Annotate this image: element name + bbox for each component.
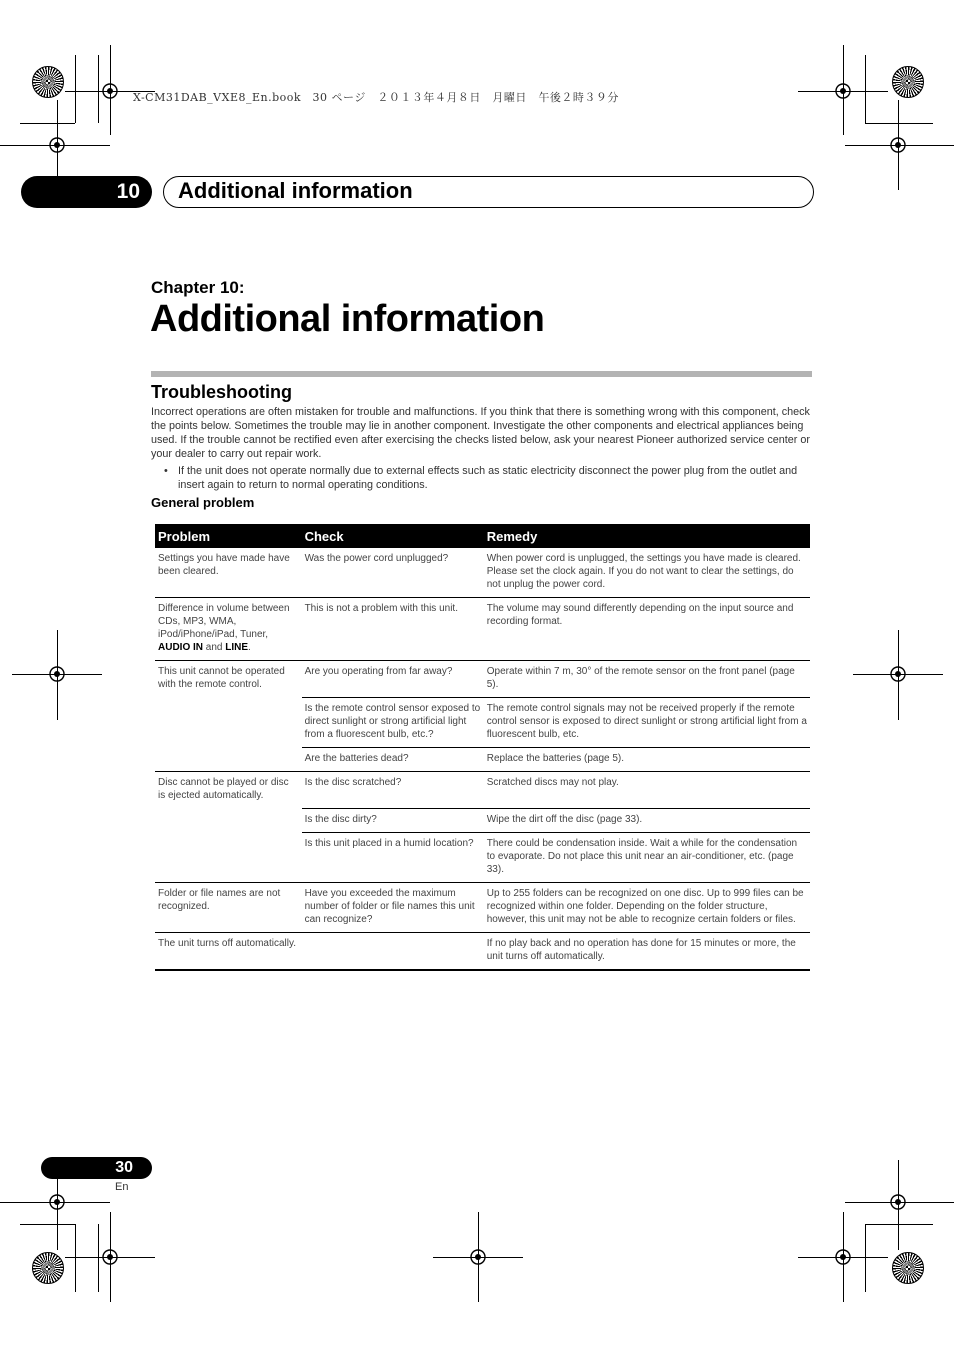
registration-target-icon (887, 663, 909, 685)
cell-problem: The unit turns off automatically. (155, 932, 302, 970)
registration-target-icon (46, 663, 68, 685)
cell-problem (155, 698, 302, 748)
table-row (155, 932, 810, 970)
cell-check: Have you exceeded the maximum number of folder or file names this unit can recognize? (302, 882, 484, 932)
cell-problem: This unit cannot be operated with the remote control. (155, 661, 302, 698)
title-divider (151, 371, 812, 377)
cell-problem (155, 808, 302, 832)
table-row (155, 661, 810, 698)
cell-check: This is not a problem with this unit. (302, 598, 484, 661)
cell-check: Was the power cord unplugged? (304, 553, 449, 564)
table-row (155, 598, 810, 661)
table-row (155, 772, 810, 809)
cell-remedy: Wipe the dirt off the disc (page 33). (484, 808, 810, 832)
troubleshooting-table (155, 524, 810, 971)
table-header-row (155, 524, 810, 548)
cell-check: Is the disc scratched? (302, 772, 484, 809)
header-problem: Problem (155, 524, 302, 548)
cell-remedy: Replace the batteries (page 5). (484, 748, 810, 772)
table-row (155, 882, 810, 932)
section-title: Troubleshooting (151, 382, 292, 402)
cell-check: Is this unit placed in a humid location? (302, 832, 484, 882)
color-bar-starburst-icon (892, 1252, 924, 1284)
audio-in-label: AUDIO IN (158, 642, 203, 653)
chapter-banner-title: Additional information (178, 178, 413, 203)
intro-paragraph: Incorrect operations are often mistaken for trouble and malfunctions. If you think that there is something wrong with this component, check the points below. Sometimes the trouble may lie in another component. Investigate the other components and electrical appliances being used. If the trouble cannot be rectified even after exercising the checks listed below, ask your nearest Pioneer authorized service center or your dealer to carry out repair work. (151, 406, 810, 460)
registration-target-icon (467, 1246, 489, 1268)
table-row (155, 808, 810, 832)
cell-problem (155, 748, 302, 772)
cell-check: Is the remote control sensor exposed to direct sunlight or strong artificial light from a fluorescent bulb, etc.? (302, 698, 484, 748)
cell-remedy: There could be condensation inside. Wait a while for the condensation to evaporate. Do not place this unit near an air-conditioner, etc. (page 33). (484, 832, 810, 882)
cell-check: Are the batteries dead? (302, 748, 484, 772)
cell-remedy: The volume may sound differently depending on the input source and recording format. (484, 598, 810, 661)
page-number: 30 (115, 1159, 133, 1176)
registration-target-icon (887, 1191, 909, 1213)
table-row (155, 832, 810, 882)
subsection-title: General problem (151, 495, 255, 510)
chapter-label: Chapter 10: (151, 278, 245, 297)
bullet-item (164, 464, 809, 492)
print-file-header: X-CM31DAB_VXE8_En.book 30 ページ ２０１３年４月８日 月曜日 午後２時３９分 (133, 91, 619, 104)
cell-problem: Folder or file names are not recognized. (155, 882, 302, 932)
cell-problem (155, 832, 302, 882)
cell-remedy: Up to 255 folders can be recognized on one disc. Up to 999 files can be recognized within one folder. Depending on the folder structure, however, this unit may not be able to recognize certain folders or files. (484, 882, 810, 932)
chapter-number: 10 (116, 180, 140, 203)
header-remedy: Remedy (484, 524, 810, 548)
cell-check (302, 932, 484, 970)
cell-problem: Disc cannot be played or disc is ejected automatically. (155, 772, 302, 809)
cell-check: Are you operating from far away? (302, 661, 484, 698)
color-bar-starburst-icon (32, 66, 64, 98)
registration-target-icon (887, 134, 909, 156)
registration-target-icon (46, 134, 68, 156)
page-number-tab (41, 1157, 152, 1179)
table-row (155, 698, 810, 748)
registration-target-icon (832, 1246, 854, 1268)
registration-target-icon (832, 80, 854, 102)
color-bar-starburst-icon (892, 66, 924, 98)
bullet-text: If the unit does not operate normally due to external effects such as static electricity disconnect the power plug from the outlet and insert again to return to normal operating conditions. (178, 465, 798, 491)
cell-remedy: Scratched discs may not play. (484, 772, 810, 809)
cell-check: Is the disc dirty? (302, 808, 484, 832)
cell-remedy: When power cord is unplugged, the settings you have made is cleared. Please set the clock again. If you do not want to clear the settings, do not unplug the power cord. (486, 553, 801, 590)
cell-remedy: The remote control signals may not be received properly if the remote control sensor is exposed to direct sunlight or strong artificial light from a fluorescent bulb, etc. (484, 698, 810, 748)
cell-remedy: Operate within 7 m, 30° of the remote sensor on the front panel (page 5). (484, 661, 810, 698)
line-label: LINE (225, 642, 249, 653)
cell-problem: Settings you have made have been cleared. (158, 553, 290, 577)
cell-remedy: If no play back and no operation has done for 15 minutes or more, the unit turns off automatically. (484, 932, 810, 970)
color-bar-starburst-icon (32, 1252, 64, 1284)
page-title: Additional information (150, 298, 545, 340)
registration-target-icon (46, 1191, 68, 1213)
registration-target-icon (99, 80, 121, 102)
header-check: Check (302, 524, 484, 548)
table-row (155, 548, 810, 598)
chapter-number-tab (21, 176, 152, 208)
registration-target-icon (99, 1246, 121, 1268)
language-code: En (115, 1181, 129, 1193)
cell-problem: Difference in volume between CDs, MP3, WMA, iPod/iPhone/iPad, Tuner, AUDIO IN and LINE. (155, 598, 302, 661)
table-row (155, 748, 810, 772)
bullet-icon: • (164, 465, 168, 477)
